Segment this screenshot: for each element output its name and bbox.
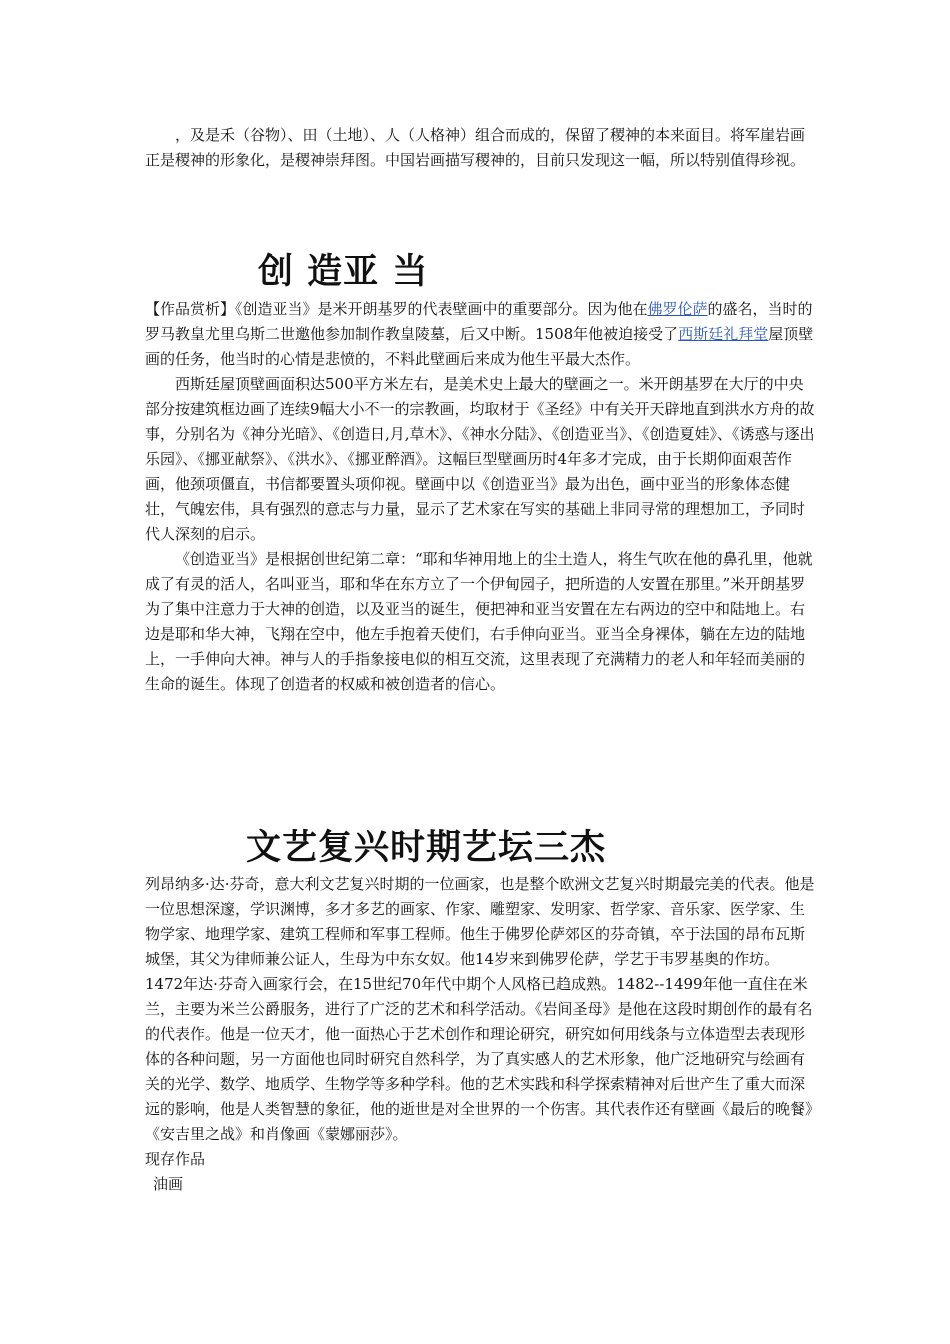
section2-body <box>145 872 815 1197</box>
link-florence[interactable]: 佛罗伦萨 <box>647 300 708 318</box>
existing-works-heading: 现存作品 <box>145 1150 206 1168</box>
appreciation-paragraph <box>145 297 815 372</box>
appreciation-text-start: 【作品赏析】《创造亚当》是米开朗基罗的代表壁画中的重要部分。因为他在 <box>145 300 648 318</box>
intro-paragraph: ，及是禾（谷物）、田（土地）、人（人格神）组合而成的，保留了稷神的本来面目。将军崖岩画正是稷神的形象化，是稷神崇拜图。中国岩画描写稷神的，目前只发现这一幅，所以特别值得珍视。 <box>145 126 806 169</box>
sistine-ceiling-paragraph: 西斯廷屋顶壁画面积达500平方米左右，是美术史上最大的壁画之一。米开朗基罗在大厅的中央部分按建筑框边画了连续9幅大小不一的宗教画，均取材于《圣经》中有关开天辟地直到洪水方舟的故事，分别名为《神分光暗》、《创造日,月,草木》、《神水分陆》、《创造亚当》、《创造夏娃》、《诱惑与逐出乐园》、《挪亚献祭》、《洪水》、《挪亚醉酒》。这幅巨型壁画历时4年多才完成，由于长期仰面艰苦作画，他颈项僵直，书信都要置头项仰视。壁画中以《创造亚当》最为出色，画中亚当的形象体态健壮，气魄宏伟，具有强烈的意志与力量，显示了艺术家在写实的基础上非同寻常的理想加工，予同时代人深刻的启示。 <box>145 375 815 543</box>
appreciation-text-middle: 的盛名，当时的罗马教皇尤里乌斯二世邀他参加制作教皇陵墓，后又中断。1508年他被迫接受了 <box>145 300 813 343</box>
section1-body <box>145 297 815 697</box>
intro-block <box>145 123 815 173</box>
genesis-paragraph: 《创造亚当》是根据创世纪第二章：“耶和华神用地上的尘土造人，将生气吹在他的鼻孔里，他就成了有灵的活人，名叫亚当，耶和华在东方立了一个伊甸园子，把所造的人安置在那里。”米开朗基罗为了集中注意力于大神的创造，以及亚当的诞生，便把神和亚当安置在左右两边的空中和陆地上。右边是耶和华大神，飞翔在空中，他左手抱着天使们，右手伸向亚当。亚当全身裸体，躺在左边的陆地上，一手伸向大神。神与人的手指象接电似的相互交流，这里表现了充满精力的老人和年轻而美丽的生命的诞生。体现了创造者的权威和被创造者的信心。 <box>145 550 813 693</box>
da-vinci-paragraph: 列昂纳多·达·芬奇，意大利文艺复兴时期的一位画家，也是整个欧洲文艺复兴时期最完美的代表。他是一位思想深邃，学识渊博，多才多艺的画家、作家、雕塑家、发明家、哲学家、音乐家、医学家、生物学家、地理学家、建筑工程师和军事工程师。他生于佛罗伦萨郊区的芬奇镇，卒于法国的昂布瓦斯城堡，其父为律师兼公证人，生母为中东女奴。他14岁来到佛罗伦萨，学艺于韦罗基奥的作坊。1472年达·芬奇入画家行会，在15世纪70年代中期个人风格已趋成熟。1482--1499年他一直住在米兰，主要为米兰公爵服务，进行了广泛的艺术和科学活动。《岩间圣母》是他在这段时期创作的最有名的代表作。他是一位天才，他一面热心于艺术创作和理论研究，研究如何用线条与立体造型去表现形体的各种问题，另一方面他也同时研究自然科学，为了真实感人的艺术形象，他广泛地研究与绘画有关的光学、数学、地质学、生物学等多种学科。他的艺术实践和科学探索精神对后世产生了重大而深远的影响，他是人类智慧的象征，他的逝世是对全世界的一个伤害。其代表作还有壁画《最后的晚餐》《安吉里之战》和肖像画《蒙娜丽莎》。 <box>145 875 815 1143</box>
oil-paintings-heading: 油画 <box>153 1175 184 1193</box>
link-sistine-chapel[interactable]: 西斯廷礼拜堂 <box>678 325 769 343</box>
section-title-renaissance-masters: 文艺复兴时期艺坛三杰 <box>246 827 607 868</box>
section-title-creation-of-adam: 创 造亚 当 <box>258 251 429 292</box>
appreciation-text-end: 屋顶壁画的任务，他当时的心情是悲愤的，不料此壁画后来成为他生平最大杰作。 <box>145 325 814 368</box>
